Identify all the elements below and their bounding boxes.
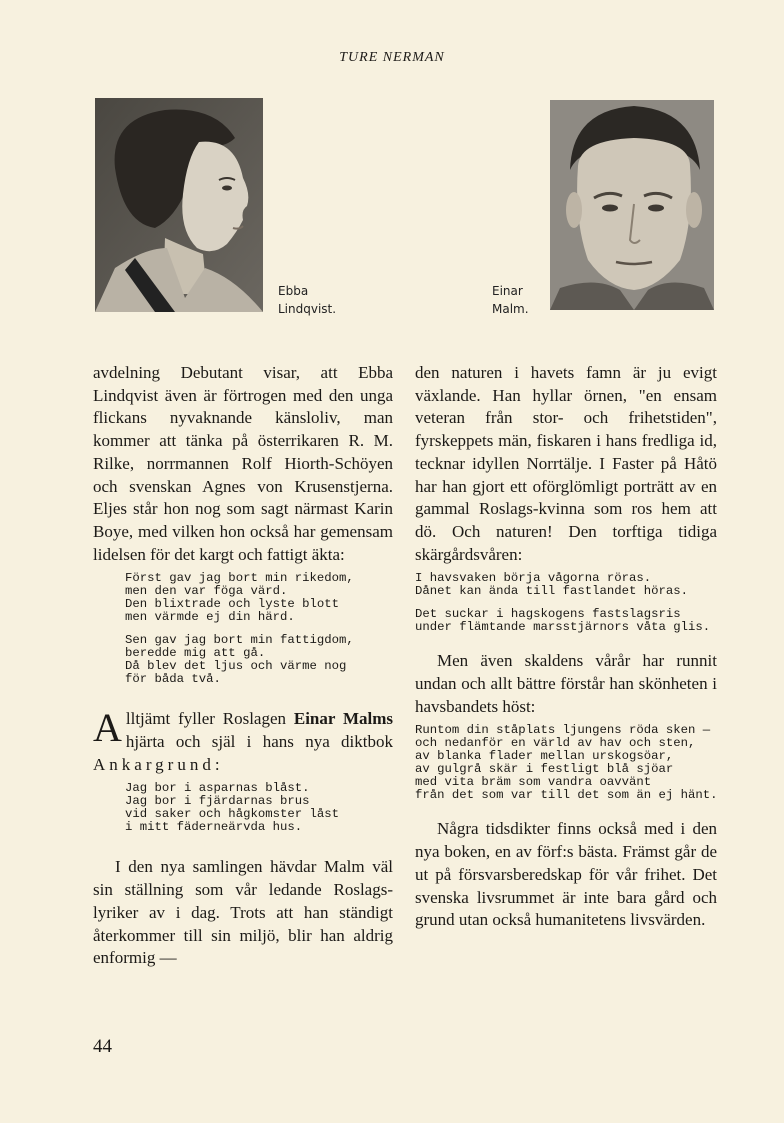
poem-line: i mitt fäderneärvda hus. (125, 820, 303, 835)
poem-block (415, 724, 717, 802)
poem-line: och nedanför en värld av hav och sten, (415, 736, 696, 751)
poem-line: Först gav jag bort min rikedom, (125, 571, 354, 586)
page-number: 44 (93, 1036, 112, 1057)
poem-line: beredde mig att gå. (125, 646, 266, 661)
poem-stanza (415, 572, 717, 598)
poem-line: med vita bräm som vandra oavvänt (415, 775, 652, 790)
drop-cap: A (93, 705, 122, 751)
text-run: lltjämt fyller Roslagen (125, 709, 294, 729)
poem-line: för båda två. (125, 672, 221, 687)
caption-einar (492, 282, 529, 318)
poem-line: I havsvaken börja vågorna röras. (415, 571, 652, 586)
book-title: Ankargrund (93, 754, 215, 774)
photo-ebba-lindqvist (95, 98, 263, 312)
text-run: : (214, 754, 220, 774)
poem-block (125, 572, 393, 686)
poem-stanza (415, 608, 717, 634)
poem-line: men värmde ej din härd. (125, 610, 295, 625)
poem-line: vid saker och hågkomster låst (125, 807, 340, 822)
poem-stanza (125, 782, 393, 834)
poem-stanza (125, 634, 393, 686)
poem-line: Dånet kan ända till fastlandet höras. (415, 584, 689, 599)
paragraph: I den nya samlingen hävdar Malm väl sin ställning som vår ledande Roslags-lyriker av i dag. Trots att han ständigt återkommer till sin miljö, blir han aldrig enformig — (93, 857, 393, 968)
poem-line: under flämtande marsstjärnors våta glis. (415, 620, 711, 635)
text-run: hjärta och själ i hans nya diktbok (125, 732, 393, 752)
paragraph: den naturen i havets famn är ju evigt växlande. Han hyllar örnen, "en ensam veteran från stor- och frihetstiden", fyrskeppets män, fiskaren i hans fredliga id, tecknar idyllen Norrtälje. I Faster på Håtö har han gjort ett oförglömligt porträtt av en gammal Roslags-kvinna som ros hem att dö. Och naturen! Den torftiga tidiga skärgårdsvåren: (415, 363, 717, 564)
poem-line: av blanka flader mellan urskogsöar, (415, 749, 674, 764)
poem-line: från det som var till det som än ej hänt. (415, 788, 718, 803)
poem-stanza (125, 572, 393, 624)
paragraph: avdelning Debutant visar, att Ebba Lindqvist även är förtrogen med den unga flickans nyvaknande känsloliv, man kommer att tänka på österrikaren R. M. Rilke, norrmannen Rolf Hiorth-Schöyen och svenskan Agnes von Krusenstjerna. Eljes står hon nog som sagt närmast Karin Boye, med vilken hon också har gemensam lidelsen för det kargt och fattigt äkta: (93, 363, 393, 564)
portrait-illustration (550, 100, 714, 310)
poem-block (415, 572, 717, 634)
poem-line: Jag bor i fjärdarnas brus (125, 794, 310, 809)
left-column (93, 362, 393, 970)
poem-block (125, 782, 393, 834)
photo-einar-malm (550, 100, 714, 310)
text-run-bold: Einar Malms (293, 709, 393, 729)
paragraph (93, 705, 393, 776)
caption-line: Lindqvist. (278, 302, 337, 316)
poem-line: av gulgrå skär i festligt blå sjöar (415, 762, 674, 777)
poem-stanza (415, 724, 717, 802)
poem-line: Då blev det ljus och värme nog (125, 659, 347, 674)
paragraph: Men även skaldens vårår har runnit undan och allt bättre förstår han skönheten i havsbandets höst: (415, 651, 717, 716)
poem-line: Runtom din ståplats ljungens röda sken — (415, 723, 711, 738)
caption-line: Malm. (492, 302, 529, 316)
portrait-illustration (95, 98, 263, 312)
poem-line: Jag bor i asparnas blåst. (125, 781, 310, 796)
running-head: TURE NERMAN (339, 50, 445, 65)
caption-line: Einar (492, 284, 523, 298)
poem-line: Det suckar i hagskogens fastslagsris (415, 607, 681, 622)
caption-ebba (278, 282, 336, 318)
poem-line: Sen gav jag bort min fattigdom, (125, 633, 354, 648)
poem-line: men den var föga värd. (125, 584, 288, 599)
paragraph: Några tidsdikter finns också med i den nya boken, en av förf:s bästa. Främst går de ut på försvarsberedskap för vår frihet. Det svenska livsrummet är inte bara gård och grund utan också humanitetens livsvärden. (415, 819, 717, 930)
poem-line: Den blixtrade och lyste blott (125, 597, 340, 612)
right-column (415, 362, 717, 932)
caption-line: Ebba (278, 284, 309, 298)
